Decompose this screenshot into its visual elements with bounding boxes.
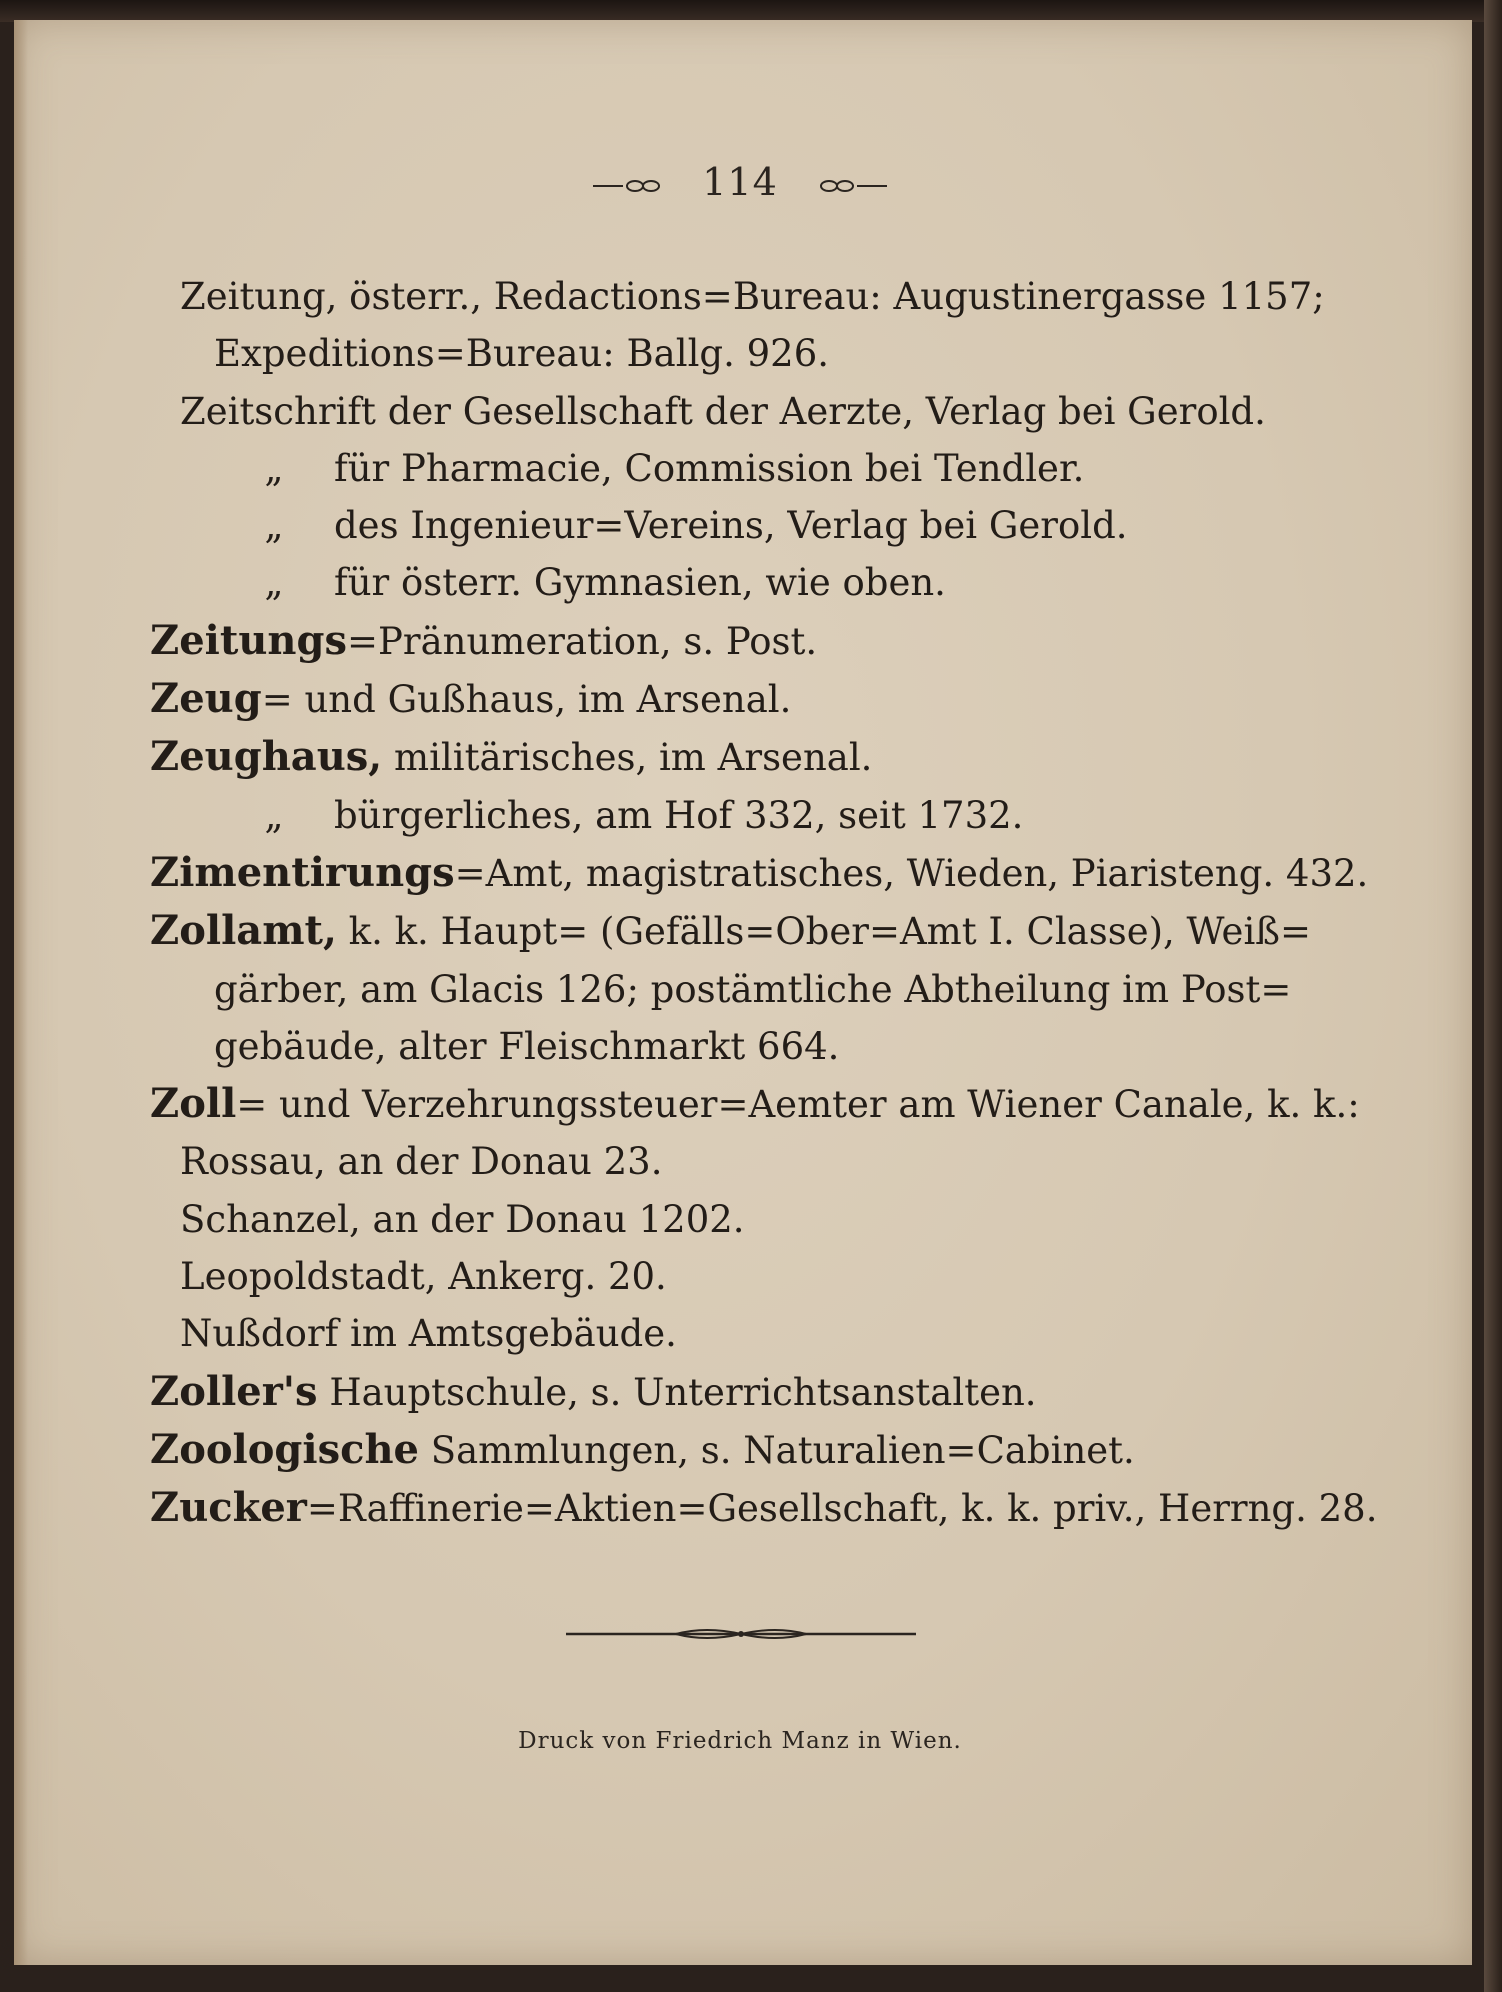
ditto-mark: „ [264, 561, 284, 605]
entry-line [150, 440, 1350, 497]
book-right-edge [1484, 0, 1502, 1992]
entry-line [150, 728, 1350, 786]
entry-line [150, 670, 1350, 728]
ditto-mark: „ [264, 793, 284, 837]
entry-line [150, 268, 1350, 325]
entry-line [150, 787, 1350, 844]
entry-text: gärber, am Glacis 126; postämtliche Abtheilung im Post= [214, 967, 1292, 1011]
entry-text: = und Verzehrungssteuer=Aemter am Wiener Canale, k. k.: [236, 1083, 1360, 1127]
entry-text: k. k. Haupt= (Gefälls=Ober=Amt I. Classe), Weiß= [336, 910, 1312, 954]
entry-line [150, 1191, 1350, 1248]
ditto-mark: „ [264, 504, 284, 548]
entry-line [150, 1018, 1350, 1075]
book-top-edge [0, 0, 1502, 22]
right-ornament-icon [817, 176, 887, 196]
directory-entry-list [150, 268, 1378, 1538]
entry-headword: Zoologische [150, 1425, 420, 1473]
entry-line [150, 1075, 1360, 1133]
entry-text: Rossau, an der Donau 23. [180, 1140, 663, 1184]
printer-imprint: Druck von Friedrich Manz in Wien. [518, 1728, 962, 1754]
ornamental-rule-icon [566, 1624, 916, 1644]
entry-text: = und Gußhaus, im Arsenal. [261, 678, 792, 722]
entry-text: Leopoldstadt, Ankerg. 20. [180, 1255, 667, 1299]
page-number: 114 [702, 160, 778, 204]
entry-text: Expeditions=Bureau: Ballg. 926. [214, 332, 829, 376]
entry-text: =Raffinerie=Aktien=Gesellschaft, k. k. priv., Herrng. 28. [306, 1487, 1378, 1531]
entry-line [150, 961, 1350, 1018]
entry-line [150, 844, 1369, 902]
entry-text: bürgerliches, am Hof 332, seit 1732. [334, 793, 1024, 837]
entry-line [150, 1363, 1350, 1421]
entry-headword: Zeug [150, 675, 262, 723]
entry-line [150, 497, 1350, 554]
entry-text: Zeitung, österr., Redactions=Bureau: Augustinergasse 1157; [180, 275, 1325, 318]
entry-line [150, 902, 1350, 960]
entry-text: für österr. Gymnasien, wie oben. [334, 561, 946, 605]
entry-line [150, 1479, 1378, 1537]
entry-headword: Zeughaus, [150, 733, 383, 781]
entry-text: Sammlungen, s. Naturalien=Cabinet. [419, 1428, 1135, 1472]
left-ornament-icon [593, 176, 663, 196]
entry-text: gebäude, alter Fleischmarkt 664. [214, 1024, 840, 1068]
entry-line [150, 1248, 1350, 1305]
entry-headword: Zoller's [150, 1367, 318, 1415]
entry-line [150, 1421, 1350, 1479]
entry-text: Zeitschrift der Gesellschaft der Aerzte, Verlag bei Gerold. [180, 389, 1266, 433]
entry-line [150, 325, 1350, 382]
entry-headword: Zucker [150, 1484, 307, 1532]
page-header [0, 160, 1480, 204]
entry-headword: Zeitungs [150, 616, 347, 664]
entry-text: Hauptschule, s. Unterrichtsanstalten. [317, 1370, 1037, 1414]
entry-text: Schanzel, an der Donau 1202. [180, 1197, 745, 1241]
entry-line [150, 1305, 1350, 1362]
entry-text: Nußdorf im Amtsgebäude. [180, 1312, 677, 1356]
entry-headword: Zollamt, [150, 907, 337, 955]
entry-text: für Pharmacie, Commission bei Tendler. [334, 446, 1085, 490]
entry-text: des Ingenieur=Vereins, Verlag bei Gerold. [334, 504, 1128, 548]
entry-headword: Zoll [150, 1080, 237, 1128]
entry-line [150, 554, 1350, 611]
page-gutter-shadow [14, 20, 28, 1965]
entry-headword: Zimentirungs [150, 848, 455, 896]
entry-line [150, 383, 1350, 440]
entry-line [150, 1133, 1350, 1190]
entry-line [150, 612, 1350, 670]
entry-text: =Pränumeration, s. Post. [346, 619, 818, 663]
entry-text: =Amt, magistratisches, Wieden, Piaristeng. 432. [454, 851, 1369, 895]
ditto-mark: „ [264, 446, 284, 490]
entry-text: militärisches, im Arsenal. [382, 736, 873, 780]
